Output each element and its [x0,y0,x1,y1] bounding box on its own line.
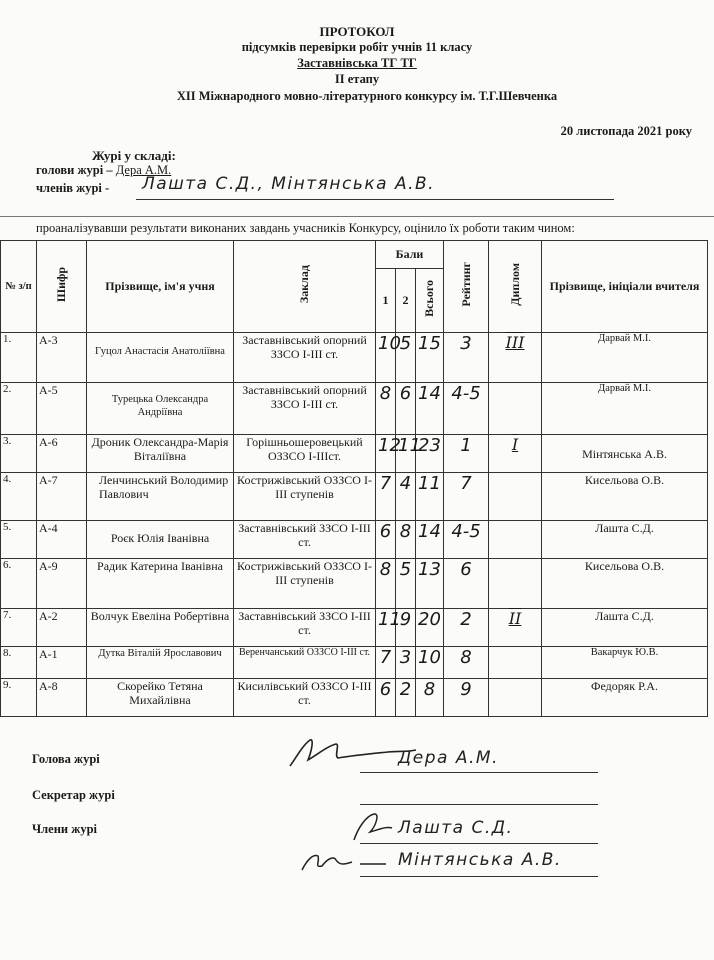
header-teacher: Прізвище, ініціали вчителя [542,241,708,333]
row-rank: 2 [444,609,489,647]
row-score-1: 6 [376,679,396,717]
row-score-2: 5 [396,559,416,609]
row-score-2: 8 [396,521,416,559]
row-teacher: Кисельова О.В. [542,473,708,521]
row-code: А-6 [37,435,87,473]
row-code: А-4 [37,521,87,559]
row-rank: 1 [444,435,489,473]
row-teacher: Федоряк Р.А. [542,679,708,717]
table-row [1,383,708,435]
protocol-title: ПРОТОКОЛ [319,24,395,39]
row-score-2: 11 [396,435,416,473]
header-school: Заклад [234,241,376,333]
row-total: 23 [416,435,444,473]
row-score-2: 2 [396,679,416,717]
jury-members-handwritten: Лашта С.Д., Мінтянська А.В. [142,174,436,194]
row-num: 2. [1,383,37,435]
jury-members-underline [136,199,614,200]
row-score-2: 6 [396,383,416,435]
row-student-name: Дроник Олександра-Марія Віталіївна [87,435,234,473]
row-student-name: Волчук Евеліна Робертівна [87,609,234,647]
row-diploma [489,647,542,679]
row-rank: 8 [444,647,489,679]
row-school: Горішньошеровецький ОЗЗСО І-ІІІст. [234,435,376,473]
row-school: Кострижівський ОЗЗСО І-ІІІ ступенів [234,559,376,609]
head-signature-line [360,772,598,773]
row-total: 13 [416,559,444,609]
row-rank: 7 [444,473,489,521]
row-code: А-2 [37,609,87,647]
table-row [1,333,708,383]
row-student-name: Радик Катерина Іванівна [87,559,234,609]
row-num: 9. [1,679,37,717]
row-num: 5. [1,521,37,559]
row-diploma [489,521,542,559]
row-student-name: Роєк Юлія Іванівна [87,521,234,559]
row-teacher: Лашта С.Д. [542,521,708,559]
row-diploma [489,679,542,717]
row-score-2: 3 [396,647,416,679]
header-code: Шифр [37,241,87,333]
member2-signature-line [360,876,598,877]
row-total: 20 [416,609,444,647]
row-code: А-1 [37,647,87,679]
jury-members-label: членів журі - [36,181,110,195]
row-rank: 4-5 [444,383,489,435]
secretary-signature-label: Секретар журі [32,788,115,802]
table-row [1,647,708,679]
protocol-contest: ХІІ Міжнародного мовно-літературного конкурсу ім. Т.Г.Шевченка [176,89,558,103]
row-code: А-5 [37,383,87,435]
row-score-1: 8 [376,383,396,435]
row-num: 6. [1,559,37,609]
row-score-1: 11 [376,609,396,647]
row-total: 15 [416,333,444,383]
row-score-1: 8 [376,559,396,609]
row-total: 14 [416,383,444,435]
header-diploma: Диплом [489,241,542,333]
member2-signature-name: Мінтянська А.В. [398,850,562,870]
row-rank: 9 [444,679,489,717]
table-row [1,609,708,647]
row-num: 7. [1,609,37,647]
protocol-stage: ІІ етапу [334,72,380,86]
row-student-name: Дутка Віталій Ярославович [87,647,234,679]
row-school: Заставнівський ЗЗСО І-ІІІ ст. [234,609,376,647]
row-total: 10 [416,647,444,679]
row-school: Заставнівський опорний ЗЗСО І-ІІІ ст. [234,383,376,435]
row-num: 1. [1,333,37,383]
row-score-1: 6 [376,521,396,559]
results-table [0,240,708,717]
row-school: Заставнівський опорний ЗЗСО І-ІІІ ст. [234,333,376,383]
row-code: А-8 [37,679,87,717]
row-diploma [489,473,542,521]
members-signature-label: Члени журі [32,822,98,836]
member2-signature-scribble [300,848,390,876]
head-signature-name: Дера А.М. [398,748,499,768]
row-diploma [489,383,542,435]
row-code: А-3 [37,333,87,383]
protocol-subtitle: підсумків перевірки робіт учнів 11 класу [241,40,473,54]
member1-signature-line [360,843,598,844]
table-row [1,679,708,717]
row-school: Кисилівський ОЗЗСО І-ІІІ ст. [234,679,376,717]
table-row [1,435,708,473]
table-row [1,521,708,559]
row-diploma: І [489,435,542,473]
row-student-name: Скорейко Тетяна Михайлівна [87,679,234,717]
jury-head-name: Дера А.М. [115,163,172,177]
header-rank: Рейтинг [444,241,489,333]
row-student-name: Турецька Олександра Андріївна [87,383,234,435]
header-score-1: 1 [376,269,396,333]
row-rank: 6 [444,559,489,609]
row-code: А-9 [37,559,87,609]
row-rank: 4-5 [444,521,489,559]
header-name: Прізвище, ім'я учня [87,241,234,333]
row-teacher: Вакарчук Ю.В. [542,647,708,679]
row-num: 4. [1,473,37,521]
header-score-2: 2 [396,269,416,333]
header-num: № з/п [1,241,37,333]
row-school: Кострижівський ОЗЗСО І-ІІІ ступенів [234,473,376,521]
row-teacher: Кисельова О.В. [542,559,708,609]
row-num: 3. [1,435,37,473]
row-diploma: ІІ [489,609,542,647]
row-total: 14 [416,521,444,559]
row-teacher: Дарвай М.І. [542,333,708,383]
row-score-2: 9 [396,609,416,647]
table-row [1,473,708,521]
table-row [1,559,708,609]
row-rank: 3 [444,333,489,383]
row-diploma: ІІІ [489,333,542,383]
row-score-2: 4 [396,473,416,521]
intro-text: проаналізувавши результати виконаних завдань учасників Конкурсу, оцінило їх роботи таким чином: [36,221,575,235]
row-code: А-7 [37,473,87,521]
jury-title: Журі у складі: [92,148,176,163]
row-student-name: Гуцол Анастасія Анатоліївна [87,333,234,383]
row-score-1: 7 [376,473,396,521]
row-school: Заставнівський ЗЗСО І-ІІІ ст. [234,521,376,559]
intro-rule [0,216,714,217]
row-score-1: 10 [376,333,396,383]
head-signature-label: Голова журі [32,752,100,766]
protocol-date: 20 листопада 2021 року [560,124,692,138]
row-teacher: Мінтянська А.В. [542,435,708,473]
row-teacher: Дарвай М.І. [542,383,708,435]
protocol-community: Заставнівська ТГ ТГ [297,56,417,70]
header-scores: Бали [376,241,444,269]
member1-signature-name: Лашта С.Д. [398,818,514,838]
row-total: 8 [416,679,444,717]
row-total: 11 [416,473,444,521]
jury-head-label: голови журі – [36,163,113,177]
header-total: Всього [416,269,444,333]
row-score-2: 5 [396,333,416,383]
row-score-1: 12 [376,435,396,473]
secretary-signature-line [360,804,598,805]
row-student-name: Ленчинський Володимир Павлович [87,473,234,521]
row-diploma [489,559,542,609]
row-score-1: 7 [376,647,396,679]
member1-signature-scribble [348,810,398,844]
row-teacher: Лашта С.Д. [542,609,708,647]
row-school: Веренчанський ОЗЗСО І-ІІІ ст. [234,647,376,679]
row-num: 8. [1,647,37,679]
